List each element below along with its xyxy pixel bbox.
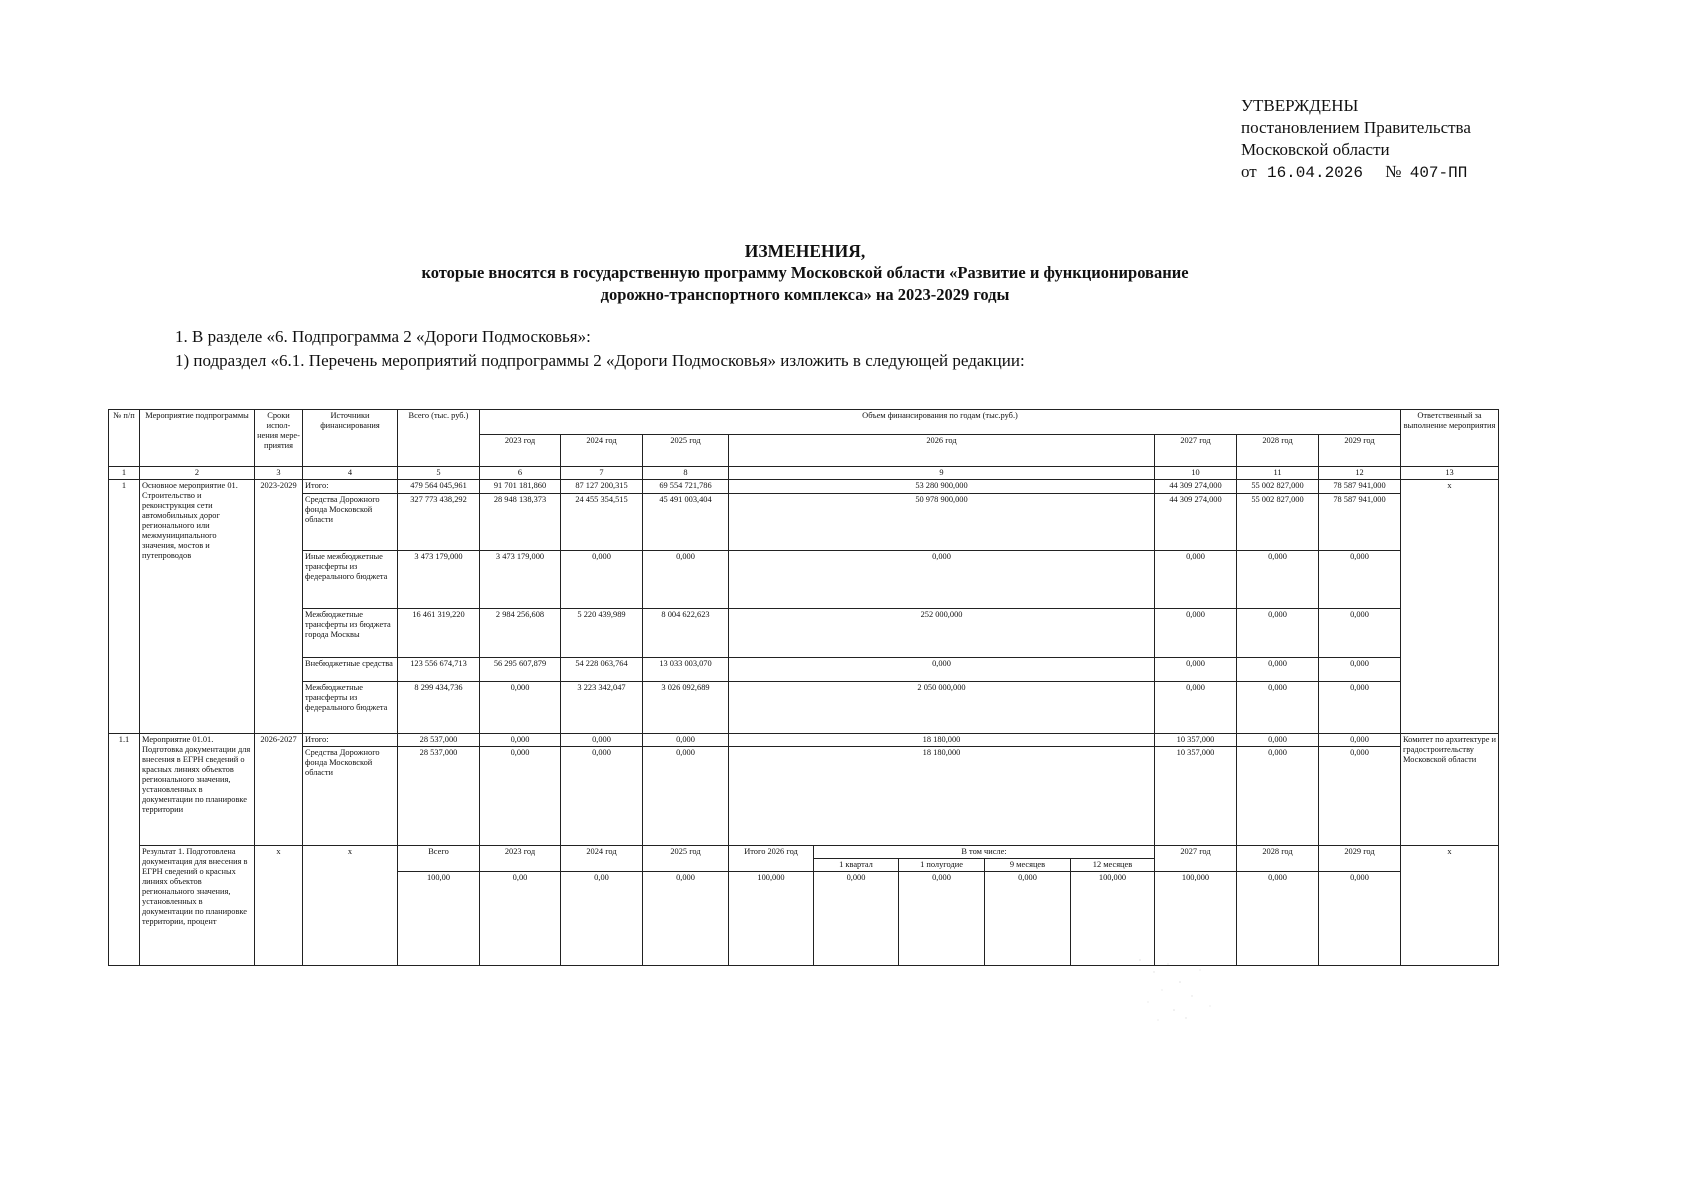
colnum: 6	[480, 467, 561, 480]
result-value: 0,000	[899, 872, 985, 966]
result-name: Результат 1. Подготовлена документация для внесения в ЕГРН сведений о красных линиях объектов регионального значения, установленных в документации по планировке территории, процент	[140, 846, 255, 966]
value-cell: 0,000	[1155, 551, 1237, 609]
value-cell: 0,000	[561, 551, 643, 609]
value-cell: 0,000	[1155, 609, 1237, 658]
header-responsible: Ответственный за выполнение мероприятия	[1401, 410, 1499, 467]
intro-text	[175, 325, 1025, 373]
result-value: 0,000	[1237, 872, 1319, 966]
result-header: 2025 год	[643, 846, 729, 872]
result-header: Итого 2026 год	[729, 846, 814, 872]
result-value: 0,000	[985, 872, 1071, 966]
value-cell: 13 033 003,070	[643, 658, 729, 682]
value-cell: 0,000	[480, 682, 561, 734]
number-prefix: №	[1385, 162, 1402, 181]
result-header: 12 месяцев	[1071, 859, 1155, 872]
value-cell: 10 357,000	[1155, 747, 1237, 846]
colnum: 8	[643, 467, 729, 480]
value-cell: 69 554 721,786	[643, 480, 729, 494]
source-cell: Межбюджетные трансферты из бюджета города Москвы	[303, 609, 398, 658]
result-value: 0,00	[561, 872, 643, 966]
value-cell: 53 280 900,000	[729, 480, 1155, 494]
event-name: Основное мероприятие 01. Строительство и реконструкция сети автомобильных дорог регионального или межмуниципального значения, мостов и путепроводов	[140, 480, 255, 734]
row-num: 1.1	[109, 734, 140, 966]
header-year: 2029 год	[1319, 435, 1401, 467]
colnum: 2	[140, 467, 255, 480]
header-sources: Источники финансирования	[303, 410, 398, 467]
source-cell: Итого:	[303, 480, 398, 494]
value-cell: 55 002 827,000	[1237, 494, 1319, 551]
colnum: 13	[1401, 467, 1499, 480]
value-cell: 0,000	[1237, 609, 1319, 658]
value-cell: 0,000	[1319, 658, 1401, 682]
result-value: 0,000	[643, 872, 729, 966]
total-cell: 28 537,000	[398, 734, 480, 747]
source-cell: Внебюджетные средства	[303, 658, 398, 682]
colnum: 4	[303, 467, 398, 480]
colnum: 3	[255, 467, 303, 480]
header-year: 2023 год	[480, 435, 561, 467]
value-cell: 0,000	[1155, 682, 1237, 734]
colnum: 5	[398, 467, 480, 480]
result-responsible: x	[1401, 846, 1499, 966]
result-value: 100,000	[1071, 872, 1155, 966]
value-cell: 3 223 342,047	[561, 682, 643, 734]
event-terms: 2026-2027	[255, 734, 303, 846]
result-value: 100,000	[729, 872, 814, 966]
value-cell: 56 295 607,879	[480, 658, 561, 682]
colnum: 1	[109, 467, 140, 480]
colnum: 11	[1237, 467, 1319, 480]
value-cell: 0,000	[1237, 658, 1319, 682]
result-value: 0,000	[1319, 872, 1401, 966]
intro-paragraph: 1. В разделе «6. Подпрограмма 2 «Дороги Подмосковья»:	[175, 327, 591, 346]
value-cell: 2 050 000,000	[729, 682, 1155, 734]
value-cell: 44 309 274,000	[1155, 494, 1237, 551]
colnum: 7	[561, 467, 643, 480]
event-terms: 2023-2029	[255, 480, 303, 734]
value-cell: 0,000	[1155, 658, 1237, 682]
table-row	[109, 747, 1499, 846]
result-header: 2029 год	[1319, 846, 1401, 872]
date-prefix: от	[1241, 162, 1257, 181]
total-cell: 123 556 674,713	[398, 658, 480, 682]
table-row	[109, 494, 1499, 551]
header-year: 2028 год	[1237, 435, 1319, 467]
value-cell: 0,000	[643, 747, 729, 846]
value-cell: 3 026 092,689	[643, 682, 729, 734]
result-header: 9 месяцев	[985, 859, 1071, 872]
result-header: 1 полугодие	[899, 859, 985, 872]
value-cell: 0,000	[561, 734, 643, 747]
value-cell: 0,000	[1319, 609, 1401, 658]
value-cell: 0,000	[729, 658, 1155, 682]
value-cell: 28 948 138,373	[480, 494, 561, 551]
value-cell: 24 455 354,515	[561, 494, 643, 551]
header-terms: Сроки испол-нения мере-приятия	[255, 410, 303, 467]
value-cell: 0,000	[1319, 551, 1401, 609]
value-cell: 5 220 439,989	[561, 609, 643, 658]
value-cell: 0,000	[1319, 747, 1401, 846]
approval-title: УТВЕРЖДЕНЫ	[1241, 96, 1359, 115]
result-header: 2028 год	[1237, 846, 1319, 872]
header-num: № п/п	[109, 410, 140, 467]
value-cell: 10 357,000	[1155, 734, 1237, 747]
responsible-cell: x	[1401, 480, 1499, 734]
result-header: 2027 год	[1155, 846, 1237, 872]
colnum: 10	[1155, 467, 1237, 480]
header-volume: Объем финансирования по годам (тыс.руб.)	[480, 410, 1401, 435]
header-year: 2024 год	[561, 435, 643, 467]
total-cell: 16 461 319,220	[398, 609, 480, 658]
result-header: 2024 год	[561, 846, 643, 872]
value-cell: 0,000	[643, 551, 729, 609]
value-cell: 0,000	[1237, 682, 1319, 734]
total-cell: 327 773 438,292	[398, 494, 480, 551]
table-row	[109, 480, 1499, 494]
value-cell: 0,000	[1237, 747, 1319, 846]
row-num: 1	[109, 480, 140, 734]
result-header: Всего	[398, 846, 480, 872]
result-value: 0,000	[814, 872, 899, 966]
value-cell: 91 701 181,860	[480, 480, 561, 494]
value-cell: 50 978 900,000	[729, 494, 1155, 551]
value-cell: 2 984 256,608	[480, 609, 561, 658]
header-event: Мероприятие подпрограммы	[140, 410, 255, 467]
value-cell: 0,000	[1319, 734, 1401, 747]
title-line: дорожно-транспортного комплекса» на 2023-2029 годы	[600, 285, 1010, 304]
value-cell: 0,000	[1319, 682, 1401, 734]
header-year: 2027 год	[1155, 435, 1237, 467]
header-year: 2026 год	[729, 435, 1155, 467]
title-line: которые вносятся в государственную программу Московской области «Развитие и функционирование	[421, 263, 1189, 282]
source-cell: Иные межбюджетные трансферты из федерального бюджета	[303, 551, 398, 609]
result-value: 100,00	[398, 872, 480, 966]
source-cell: Межбюджетные трансферты из федерального бюджета	[303, 682, 398, 734]
table-row	[109, 609, 1499, 658]
source-cell: Средства Дорожного фонда Московской области	[303, 747, 398, 846]
approval-date-line	[1241, 161, 1471, 184]
events-table	[108, 409, 1499, 966]
total-cell: 28 537,000	[398, 747, 480, 846]
approval-line: Московской области	[1241, 140, 1390, 159]
document-title	[300, 240, 1310, 306]
value-cell: 0,000	[643, 734, 729, 747]
colnum: 12	[1319, 467, 1401, 480]
approval-stamp	[1241, 95, 1471, 184]
value-cell: 78 587 941,000	[1319, 494, 1401, 551]
value-cell: 87 127 200,315	[561, 480, 643, 494]
value-cell: 18 180,000	[729, 747, 1155, 846]
header-year: 2025 год	[643, 435, 729, 467]
result-value: 0,00	[480, 872, 561, 966]
value-cell: 18 180,000	[729, 734, 1155, 747]
value-cell: 8 004 622,623	[643, 609, 729, 658]
table-row	[109, 658, 1499, 682]
result-header: 2023 год	[480, 846, 561, 872]
table-row	[109, 682, 1499, 734]
value-cell: 0,000	[480, 747, 561, 846]
intro-paragraph: 1) подраздел «6.1. Перечень мероприятий подпрограммы 2 «Дороги Подмосковья» изложить в следующей редакции:	[175, 351, 1025, 370]
source-cell: Итого:	[303, 734, 398, 747]
result-header: 1 квартал	[814, 859, 899, 872]
table-row	[109, 846, 1499, 859]
total-cell: 3 473 179,000	[398, 551, 480, 609]
value-cell: 45 491 003,404	[643, 494, 729, 551]
result-source: x	[303, 846, 398, 966]
value-cell: 3 473 179,000	[480, 551, 561, 609]
header-total: Всего (тыс. руб.)	[398, 410, 480, 467]
scan-artifact	[1120, 950, 1230, 1030]
value-cell: 0,000	[561, 747, 643, 846]
result-header: В том числе:	[814, 846, 1155, 859]
value-cell: 78 587 941,000	[1319, 480, 1401, 494]
colnum: 9	[729, 467, 1155, 480]
total-cell: 8 299 434,736	[398, 682, 480, 734]
title-heading: ИЗМЕНЕНИЯ,	[744, 241, 866, 261]
total-cell: 479 564 045,961	[398, 480, 480, 494]
responsible-cell: Комитет по архитектуре и градостроительству Московской области	[1401, 734, 1499, 846]
value-cell: 44 309 274,000	[1155, 480, 1237, 494]
value-cell: 0,000	[480, 734, 561, 747]
approval-date: 16.04.2026	[1266, 164, 1363, 182]
table-row	[109, 734, 1499, 747]
result-value: 100,000	[1155, 872, 1237, 966]
value-cell: 0,000	[1237, 551, 1319, 609]
value-cell: 0,000	[1237, 734, 1319, 747]
value-cell: 0,000	[729, 551, 1155, 609]
approval-number: 407-ПП	[1409, 164, 1468, 182]
value-cell: 54 228 063,764	[561, 658, 643, 682]
approval-line: постановлением Правительства	[1241, 118, 1471, 137]
source-cell: Средства Дорожного фонда Московской области	[303, 494, 398, 551]
table-row	[109, 551, 1499, 609]
value-cell: 252 000,000	[729, 609, 1155, 658]
value-cell: 55 002 827,000	[1237, 480, 1319, 494]
result-terms: x	[255, 846, 303, 966]
event-name: Мероприятие 01.01. Подготовка документации для внесения в ЕГРН сведений о красных линиях объектов регионального значения, установленных в документации по планировке территории	[140, 734, 255, 846]
